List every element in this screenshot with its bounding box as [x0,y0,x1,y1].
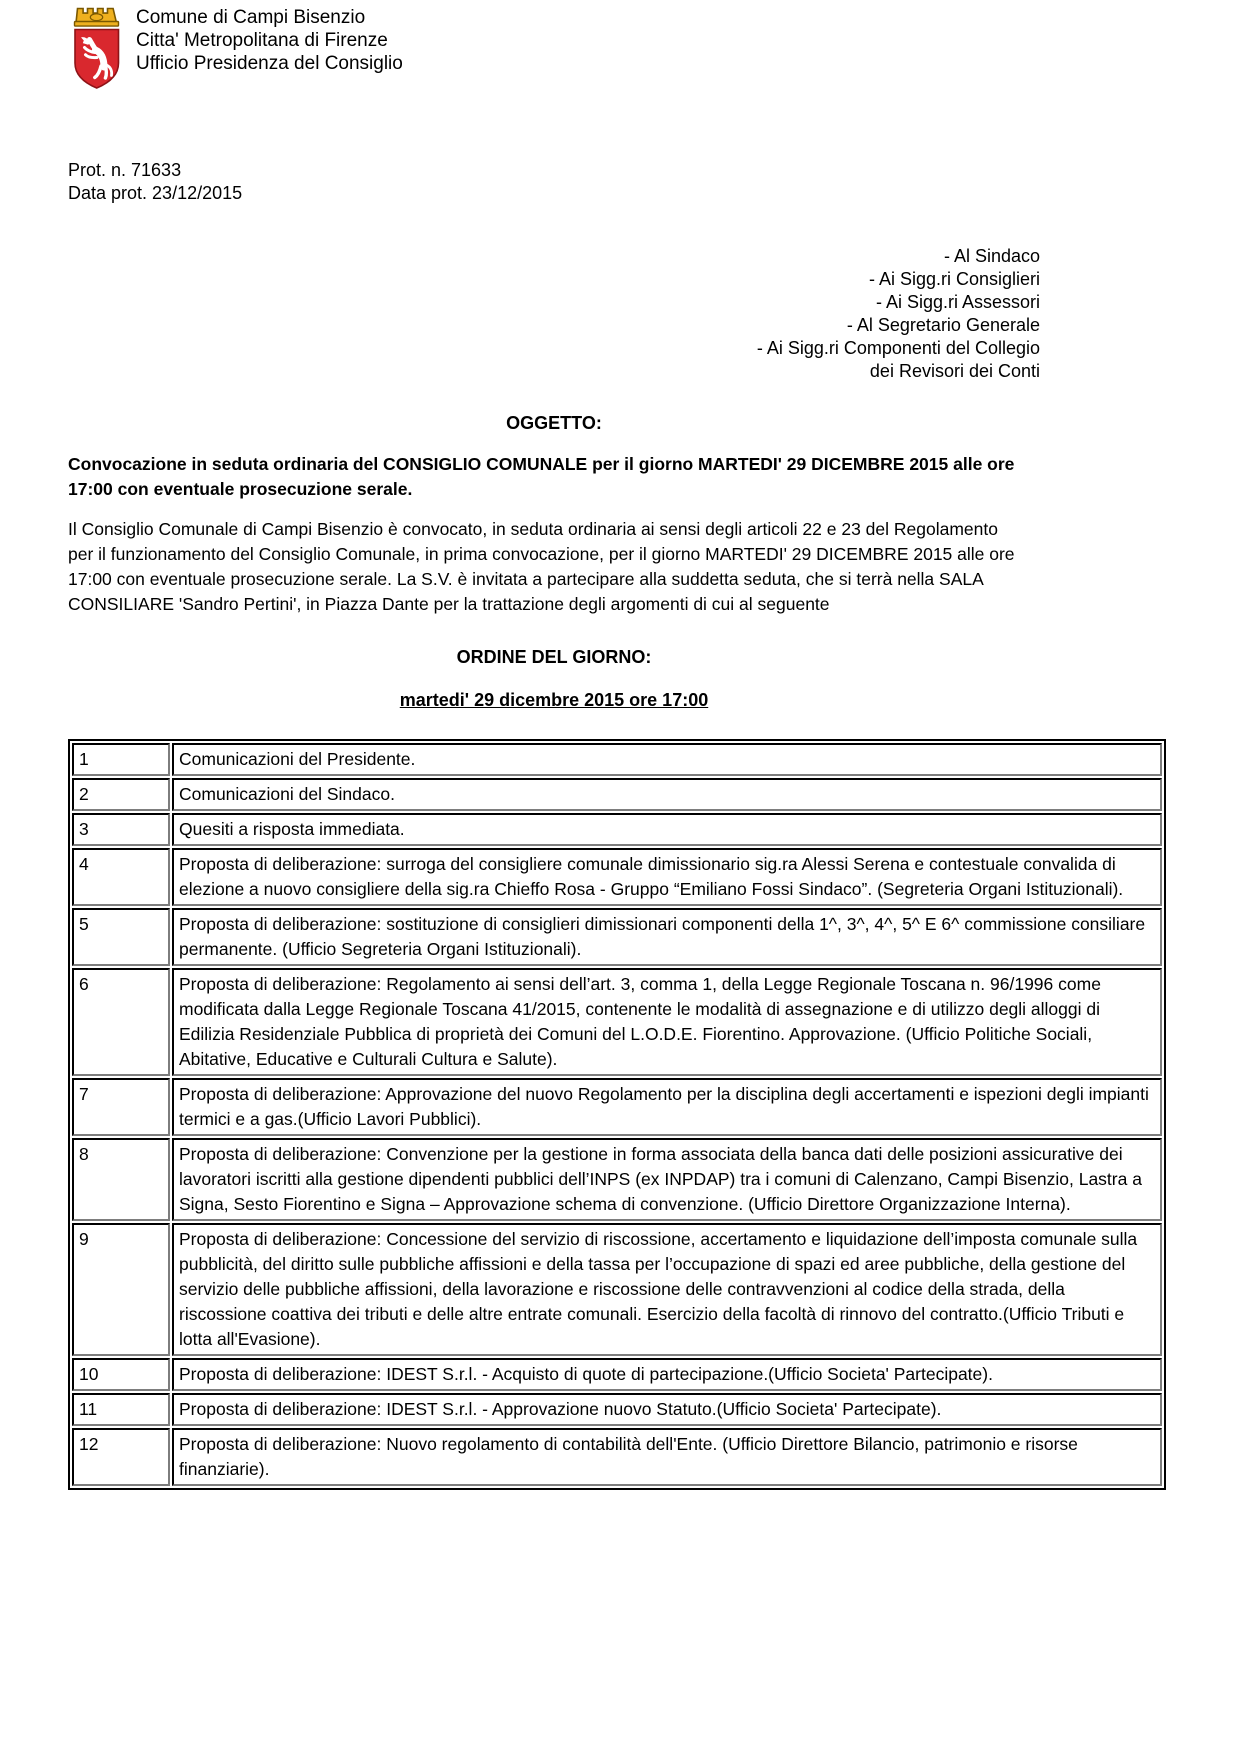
table-row [72,1428,1162,1486]
agenda-item-text: Proposta di deliberazione: surroga del consigliere comunale dimissionario sig.ra Alessi Serena e contestuale convalida di elezione a nuovo consigliere della sig.ra Chieffo Rosa - Gruppo “Emiliano Fossi Sindaco”. (Segreteria Organi Istituzionali). [172,848,1162,906]
agenda-item-number: 6 [72,968,170,1076]
table-row [72,813,1162,846]
agenda-item-text: Proposta di deliberazione: Concessione del servizio di riscossione, accertamento e liquidazione dell’imposta comunale sulla pubblicità, del diritto sulle pubbliche affissioni e della tassa per l’occupazione di spazi ed aree pubbliche, della gestione del servizio delle pubbliche affissioni, della lavorazione e riscossione delle contravvenzioni al codice della strada, della riscossione coattiva dei tributi e delle altre entrate comunali. Esercizio della facoltà di rinnovo del contratto.(Ufficio Tributi e lotta all'Evasione). [172,1223,1162,1356]
agenda-item-number: 1 [72,743,170,776]
table-row [72,1358,1162,1391]
recipient-line: - Ai Sigg.ri Consiglieri [868,269,1040,289]
org-line-1: Comune di Campi Bisenzio [136,7,366,28]
recipient-line: dei Revisori dei Conti [869,361,1040,381]
table-row [72,1393,1162,1426]
table-row [72,968,1162,1076]
session-datetime: martedi' 29 dicembre 2015 ore 17:00 [399,690,709,710]
document-header [68,4,1172,97]
agenda-item-number: 10 [72,1358,170,1391]
agenda-table [68,739,1166,1490]
org-line-2: Citta' Metropolitana di Firenze [136,30,388,51]
protocol-date: Data prot. 23/12/2015 [68,183,243,203]
recipients-block [68,245,1040,383]
agenda-item-number: 5 [72,908,170,966]
subject-bold-paragraph: Convocazione in seduta ordinaria del CONSIGLIO COMUNALE per il giorno MARTEDI' 29 DICEMBRE 2015 alle ore 17:00 con eventuale prosecuzione serale. [68,454,1015,499]
agenda-item-text: Proposta di deliberazione: Convenzione per la gestione in forma associata della banca dati delle posizioni assicurative dei lavoratori iscritti alla gestione dipendenti pubblici dell’INPS (ex INPDAP) tra i comuni di Calenzano, Campi Bisenzio, Lastra a Signa, Sesto Fiorentino e Signa – Approvazione schema di convenzione. (Ufficio Direttore Organizzazione Interna). [172,1138,1162,1221]
recipient-line: - Al Sindaco [943,246,1040,266]
agenda-item-text: Quesiti a risposta immediata. [172,813,1162,846]
table-row [72,778,1162,811]
agenda-item-number: 8 [72,1138,170,1221]
org-name-block [136,4,403,75]
agenda-item-number: 12 [72,1428,170,1486]
agenda-item-text: Proposta di deliberazione: IDEST S.r.l. - Approvazione nuovo Statuto.(Ufficio Societa' Partecipate). [172,1393,1162,1426]
crown-icon [75,9,119,27]
agenda-item-text: Proposta di deliberazione: IDEST S.r.l. - Acquisto di quote di partecipazione.(Ufficio Societa' Partecipate). [172,1358,1162,1391]
table-row [72,1223,1162,1356]
agenda-item-text: Proposta di deliberazione: Nuovo regolamento di contabilità dell'Ente. (Ufficio Direttore Bilancio, patrimonio e risorse finanziarie). [172,1428,1162,1486]
agenda-table-body [72,743,1162,1486]
table-row [72,1138,1162,1221]
agenda-item-text: Comunicazioni del Presidente. [172,743,1162,776]
agenda-item-number: 3 [72,813,170,846]
recipient-line: - Ai Sigg.ri Componenti del Collegio [756,338,1040,358]
agenda-item-number: 9 [72,1223,170,1356]
protocol-block [68,159,1172,205]
agenda-item-number: 4 [72,848,170,906]
agenda-item-number: 2 [72,778,170,811]
convocation-body-paragraph: Il Consiglio Comunale di Campi Bisenzio è convocato, in seduta ordinaria ai sensi degli articoli 22 e 23 del Regolamento per il funzionamento del Consiglio Comunale, in prima convocazione, per il giorno MARTEDI' 29 DICEMBRE 2015 alle ore 17:00 con eventuale prosecuzione serale. La S.V. è invitata a partecipare alla suddetta seduta, che si terrà nella SALA CONSILIARE 'Sandro Pertini', in Piazza Dante per la trattazione degli argomenti di cui al seguente [68,519,1015,614]
org-line-3: Ufficio Presidenza del Consiglio [136,53,403,74]
agenda-item-number: 7 [72,1078,170,1136]
agenda-item-text: Comunicazioni del Sindaco. [172,778,1162,811]
municipal-crest-icon [68,4,126,97]
protocol-number: Prot. n. 71633 [68,160,182,180]
agenda-item-text: Proposta di deliberazione: sostituzione di consiglieri dimissionari componenti della 1^, 3^, 4^, 5^ E 6^ commissione consiliare permanente. (Ufficio Segreteria Organi Istituzionali). [172,908,1162,966]
table-row [72,1078,1162,1136]
agenda-item-text: Proposta di deliberazione: Regolamento ai sensi dell’art. 3, comma 1, della Legge Regionale Toscana n. 96/1996 come modificata dalla Legge Regionale Toscana 41/2015, contenente le modalità di assegnazione e di utilizzo degli alloggi di Edilizia Residenziale Pubblica di proprietà dei Comuni del L.O.D.E. Fiorentino. Approvazione. (Ufficio Politiche Sociali, Abitative, Educative e Culturali Cultura e Salute). [172,968,1162,1076]
table-row [72,848,1162,906]
table-row [72,908,1162,966]
recipient-line: - Al Segretario Generale [846,315,1040,335]
recipient-line: - Ai Sigg.ri Assessori [875,292,1040,312]
agenda-item-text: Proposta di deliberazione: Approvazione del nuovo Regolamento per la disciplina degli accertamenti e ispezioni degli impianti termici e a gas.(Ufficio Lavori Pubblici). [172,1078,1162,1136]
agenda-heading: ORDINE DEL GIORNO: [456,647,652,667]
subject-heading: OGGETTO: [506,413,602,433]
table-row [72,743,1162,776]
agenda-item-number: 11 [72,1393,170,1426]
